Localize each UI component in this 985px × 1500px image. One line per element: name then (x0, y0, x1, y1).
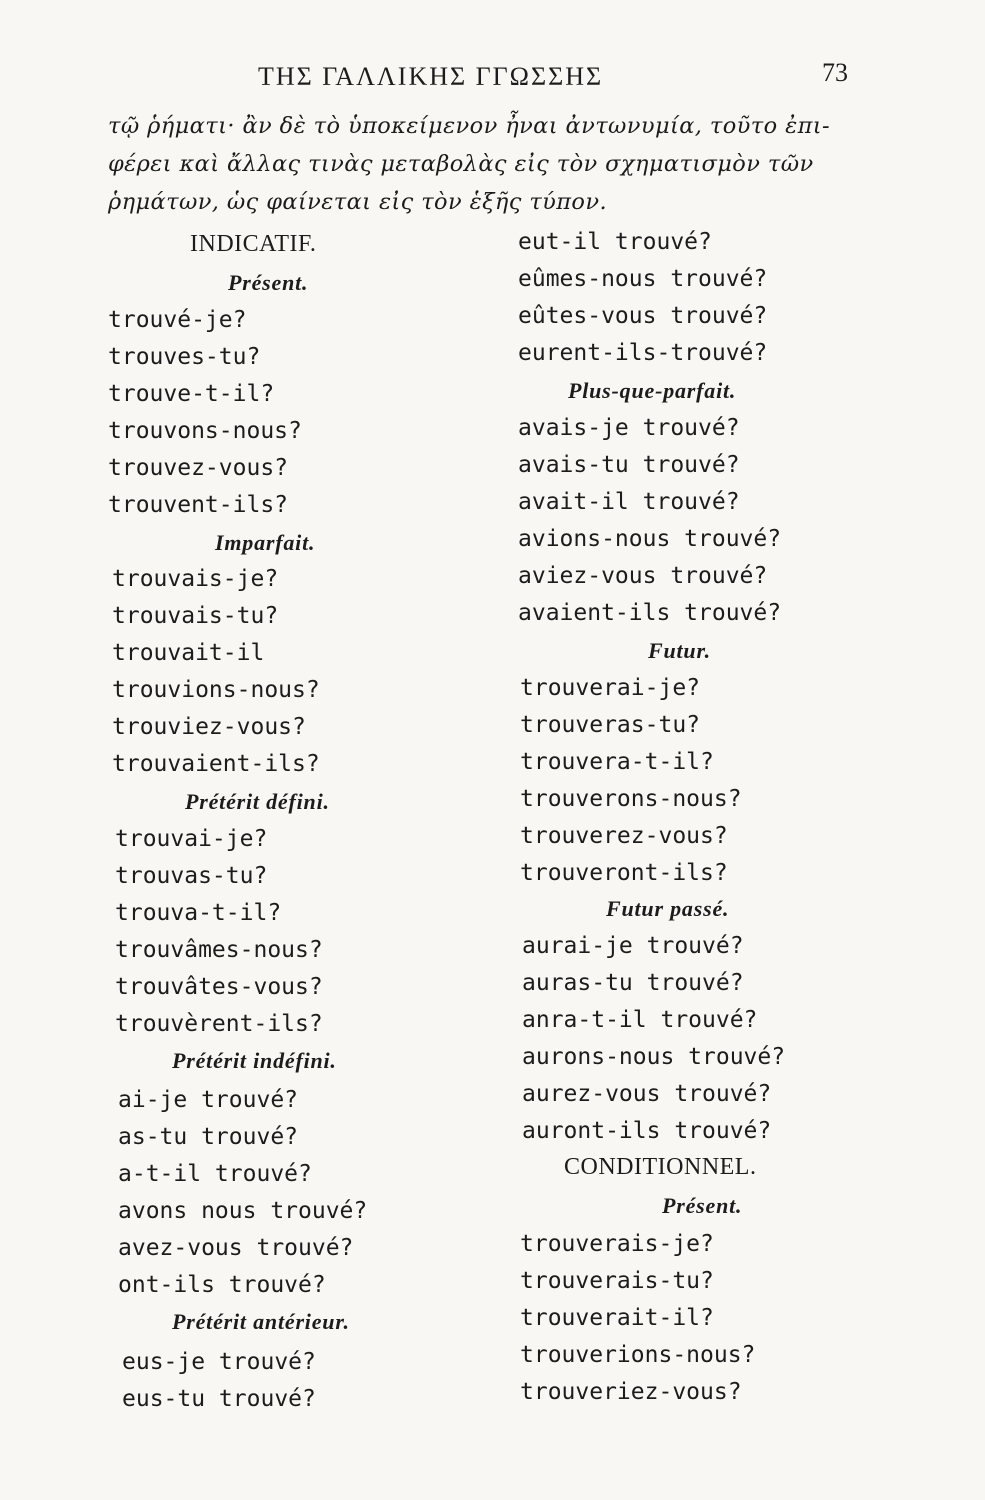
verb-form: avons nous trouvé? (118, 1198, 368, 1224)
verb-form: avais-je trouvé? (518, 415, 740, 441)
verb-form: aurez-vous trouvé? (522, 1081, 772, 1107)
running-title: ΤΗΣ ΓΑΛΛΙΚΗΣ ΓΓΩΣΣΗΣ (258, 62, 604, 91)
verb-form: eus-je trouvé? (122, 1349, 316, 1375)
verb-form: trouveriez-vous? (520, 1379, 742, 1405)
intro-line: τῷ ῥήματι· ἂν δὲ τὸ ὑποκείμενον ἦναι ἀντωνυμία, τοῦτο ἐπι- (108, 113, 830, 139)
verb-form: trouvait-il (112, 640, 265, 666)
verb-form: trouviez-vous? (112, 714, 306, 740)
intro-line: φέρει καὶ ἄλλας τινὰς μεταβολὰς εἰς τὸν σχηματισμὸν τῶν (108, 151, 814, 177)
tense-heading-plus-que-parfait: Plus-que-parfait. (568, 378, 737, 403)
verb-form: avez-vous trouvé? (118, 1235, 354, 1261)
tense-heading-futur-passe: Futur passé. (606, 896, 730, 921)
verb-form: trouverons-nous? (520, 786, 742, 812)
verb-form: trouverai-je? (520, 675, 701, 701)
verb-form: trouvez-vous? (108, 455, 289, 481)
verb-form: aurons-nous trouvé? (522, 1044, 786, 1070)
verb-form: trouverais-tu? (520, 1268, 714, 1294)
verb-form: trouva-t-il? (115, 900, 282, 926)
verb-form: trouvais-tu? (112, 603, 279, 629)
verb-form: avions-nous trouvé? (518, 526, 782, 552)
verb-form: eut-il trouvé? (518, 229, 712, 255)
intro-line: ῥημάτων, ὡς φαίνεται εἰς τὸν ἑξῆς τύπον. (108, 189, 608, 215)
verb-form: trouverais-je? (520, 1231, 714, 1257)
verb-form: anra-t-il trouvé? (522, 1007, 758, 1033)
verb-form: eus-tu trouvé? (122, 1386, 316, 1412)
tense-heading-present: Présent. (228, 270, 309, 295)
running-head (0, 58, 985, 98)
verb-form: trouvèrent-ils? (115, 1011, 323, 1037)
page-number: 73 (822, 58, 848, 87)
tense-heading-preterit-anterieur: Prétérit antérieur. (172, 1309, 350, 1334)
verb-form: trouvâmes-nous? (115, 937, 323, 963)
section-heading-conditionnel: CONDITIONNEL. (564, 1154, 757, 1180)
tense-heading-preterit-defini: Prétérit défini. (185, 789, 330, 814)
tense-heading-preterit-indefini: Prétérit indéfini. (172, 1048, 337, 1073)
verb-form: auront-ils trouvé? (522, 1118, 772, 1144)
verb-form: eûtes-vous trouvé? (518, 303, 768, 329)
verb-form: ont-ils trouvé? (118, 1272, 326, 1298)
verb-form: trouvons-nous? (108, 418, 302, 444)
verb-form: trouve-t-il? (108, 381, 275, 407)
verb-form: trouveront-ils? (520, 860, 728, 886)
tense-heading-futur: Futur. (648, 638, 711, 663)
verb-form: eurent-ils-trouvé? (518, 340, 768, 366)
verb-form: avaient-ils trouvé? (518, 600, 782, 626)
verb-form: trouvai-je? (115, 826, 268, 852)
intro-paragraph (108, 107, 868, 221)
verb-form: a-t-il trouvé? (118, 1161, 312, 1187)
verb-form: trouvera-t-il? (520, 749, 714, 775)
verb-form: trouvas-tu? (115, 863, 268, 889)
verb-form: trouverait-il? (520, 1305, 714, 1331)
verb-form: aviez-vous trouvé? (518, 563, 768, 589)
verb-form: trouvé-je? (108, 307, 247, 333)
verb-form: avais-tu trouvé? (518, 452, 740, 478)
verb-form: ai-je trouvé? (118, 1087, 299, 1113)
verb-form: trouves-tu? (108, 344, 261, 370)
verb-form: as-tu trouvé? (118, 1124, 299, 1150)
tense-heading-imparfait: Imparfait. (215, 530, 316, 555)
verb-form: trouvaient-ils? (112, 751, 320, 777)
verb-form: trouvions-nous? (112, 677, 320, 703)
verb-form: avait-il trouvé? (518, 489, 740, 515)
verb-form: auras-tu trouvé? (522, 970, 744, 996)
verb-form: trouverez-vous? (520, 823, 728, 849)
verb-form: trouveras-tu? (520, 712, 701, 738)
verb-form: trouverions-nous? (520, 1342, 756, 1368)
verb-form: trouvent-ils? (108, 492, 289, 518)
verb-form: trouvâtes-vous? (115, 974, 323, 1000)
tense-heading-conditionnel-present: Présent. (662, 1193, 743, 1218)
section-heading-indicatif: INDICATIF. (190, 231, 317, 257)
verb-form: trouvais-je? (112, 566, 279, 592)
verb-form: eûmes-nous trouvé? (518, 266, 768, 292)
verb-form: aurai-je trouvé? (522, 933, 744, 959)
